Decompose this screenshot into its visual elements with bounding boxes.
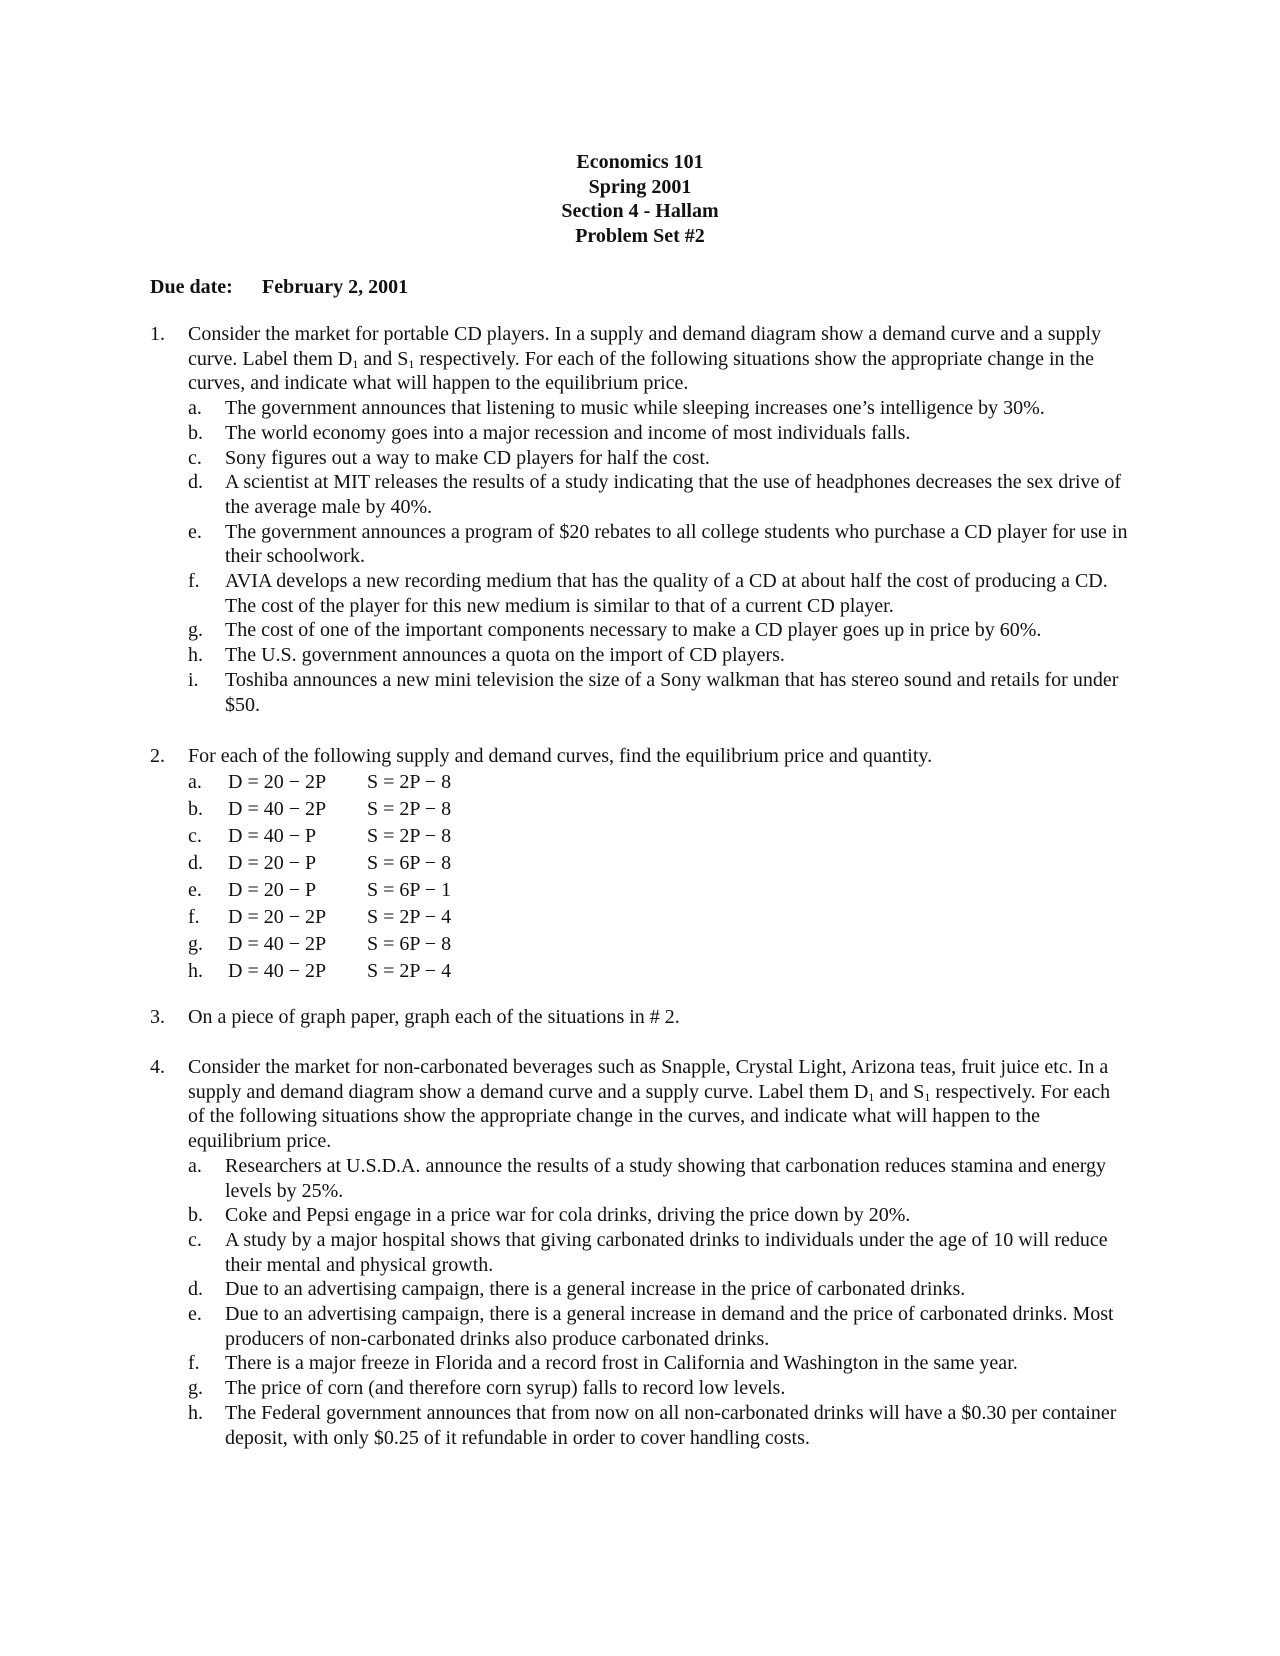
- supply-equation: S = 6P − 1: [367, 879, 452, 902]
- list-item: g. The cost of one of the important components necessary to make a CD player goes up in price by 60%.: [188, 619, 1042, 642]
- list-item: d. A scientist at MIT releases the results of a study indicating that the use of headphones decreases the sex drive of the average male by 40%.: [188, 471, 1122, 518]
- problem-intro: For each of the following supply and demand curves, find the equilibrium price and quantity.: [188, 745, 933, 767]
- problem-2: [150, 744, 1130, 985]
- problem-number: 4.: [150, 1056, 165, 1078]
- equation-row: c. D = 40 − P S = 2P − 8: [188, 823, 1130, 850]
- supply-equation: S = 6P − 8: [367, 851, 452, 874]
- due-date-line: [150, 275, 408, 300]
- problem-intro: On a piece of graph paper, graph each of the situations in # 2.: [188, 1006, 680, 1028]
- due-date-label: Due date:: [150, 276, 233, 298]
- sub-question-list: [188, 1154, 1130, 1450]
- equation-row: f. D = 20 − 2P S = 2P − 4: [188, 904, 1130, 931]
- list-item: c. A study by a major hospital shows that giving carbonated drinks to individuals under the age of 10 will reduce their mental and physical growth.: [188, 1228, 1108, 1276]
- section: Section 4 - Hallam: [561, 200, 719, 222]
- equation-list: [188, 769, 1130, 986]
- due-date-value: February 2, 2001: [262, 276, 409, 298]
- supply-equation: S = 2P − 8: [367, 797, 452, 820]
- equation-row: g. D = 40 − 2P S = 6P − 8: [188, 931, 1130, 958]
- demand-equation: D = 20 − 2P: [228, 906, 327, 929]
- problem-set-title: Problem Set #2: [575, 224, 705, 247]
- equation-row: h. D = 40 − 2P S = 2P − 4: [188, 958, 1130, 985]
- problem-intro: Consider the market for non-carbonated beverages such as Snapple, Crystal Light, Arizona teas, fruit juice etc. In a supply and demand diagram show a demand curve and a supply curve. Label them $D_1$ and $S_1$ respectively. For each of the following situations show the appropriate change in the curves, and indicate what will happen to the equilibrium price.: [188, 1056, 1111, 1153]
- list-item: d. Due to an advertising campaign, there is a general increase in the price of carbonated drinks.: [188, 1278, 966, 1301]
- demand-equation: D = 20 − P: [228, 879, 317, 902]
- list-item: a. The government announces that listening to music while sleeping increases one’s intelligence by 30%.: [188, 397, 1045, 420]
- equation-row: b. D = 40 − 2P S = 2P − 8: [188, 796, 1130, 823]
- list-item: e. Due to an advertising campaign, there is a general increase in demand and the price of carbonated drinks. Most producers of non-carbonated drinks also produce carbonated drinks.: [188, 1303, 1114, 1350]
- demand-equation: D = 20 − P: [228, 851, 317, 874]
- demand-equation: D = 40 − P: [228, 824, 317, 847]
- list-item: i. Toshiba announces a new mini television the size of a Sony walkman that has stereo sound and retails for under $50.: [188, 668, 1119, 716]
- term: Spring 2001: [588, 175, 692, 198]
- equation-row: e. D = 20 − P S = 6P − 1: [188, 877, 1130, 904]
- supply-equation: S = 2P − 8: [367, 770, 452, 793]
- equation-row: a. D = 20 − 2P S = 2P − 8: [188, 769, 1130, 796]
- course-title: Economics 101: [576, 151, 704, 173]
- supply-equation: S = 2P − 8: [367, 824, 452, 847]
- problem-3: [150, 1005, 1130, 1030]
- sub-question-list: [188, 396, 1130, 717]
- list-item: f. There is a major freeze in Florida and a record frost in California and Washington in the same year.: [188, 1352, 1018, 1375]
- equation-row: d. D = 20 − P S = 6P − 8: [188, 850, 1130, 877]
- problem-number: 2.: [150, 745, 165, 767]
- document-header: [0, 150, 1280, 248]
- list-item: g. The price of corn (and therefore corn syrup) falls to record low levels.: [188, 1377, 786, 1400]
- problem-number: 3.: [150, 1006, 165, 1028]
- problem-1: [150, 322, 1130, 717]
- list-item: b. Coke and Pepsi engage in a price war for cola drinks, driving the price down by 20%.: [188, 1204, 911, 1227]
- list-item: f. AVIA develops a new recording medium that has the quality of a CD at about half the cost of producing a CD. The cost of the player for this new medium is similar to that of a current CD player.: [188, 570, 1108, 617]
- demand-equation: D = 40 − 2P: [228, 797, 327, 820]
- problem-4: [150, 1055, 1130, 1450]
- supply-equation: S = 2P − 4: [367, 960, 452, 983]
- list-item: e. The government announces a program of $20 rebates to all college students who purchase a CD player for use in their schoolwork.: [188, 520, 1128, 568]
- demand-equation: D = 40 − 2P: [228, 933, 327, 956]
- demand-equation: D = 40 − 2P: [228, 960, 327, 983]
- list-item: c. Sony figures out a way to make CD players for half the cost.: [188, 446, 710, 469]
- problem-number: 1.: [150, 323, 165, 345]
- list-item: a. Researchers at U.S.D.A. announce the results of a study showing that carbonation reduces stamina and energy levels by 25%.: [188, 1154, 1107, 1202]
- list-item: h. The Federal government announces that from now on all non-carbonated drinks will have a $0.30 per container deposit, with only $0.25 of it refundable in order to cover handling costs.: [188, 1401, 1117, 1449]
- problem-intro: Consider the market for portable CD players. In a supply and demand diagram show a demand curve and a supply curve. Label them $D_1$ and $S_1$ respectively. For each of the following situations show the appropriate change in the curves, and indicate what will happen to the equilibrium price.: [188, 323, 1102, 395]
- supply-equation: S = 2P − 4: [367, 906, 452, 929]
- supply-equation: S = 6P − 8: [367, 933, 452, 956]
- list-item: b. The world economy goes into a major recession and income of most individuals falls.: [188, 421, 911, 444]
- demand-equation: D = 20 − 2P: [228, 770, 327, 793]
- list-item: h. The U.S. government announces a quota on the import of CD players.: [188, 644, 785, 667]
